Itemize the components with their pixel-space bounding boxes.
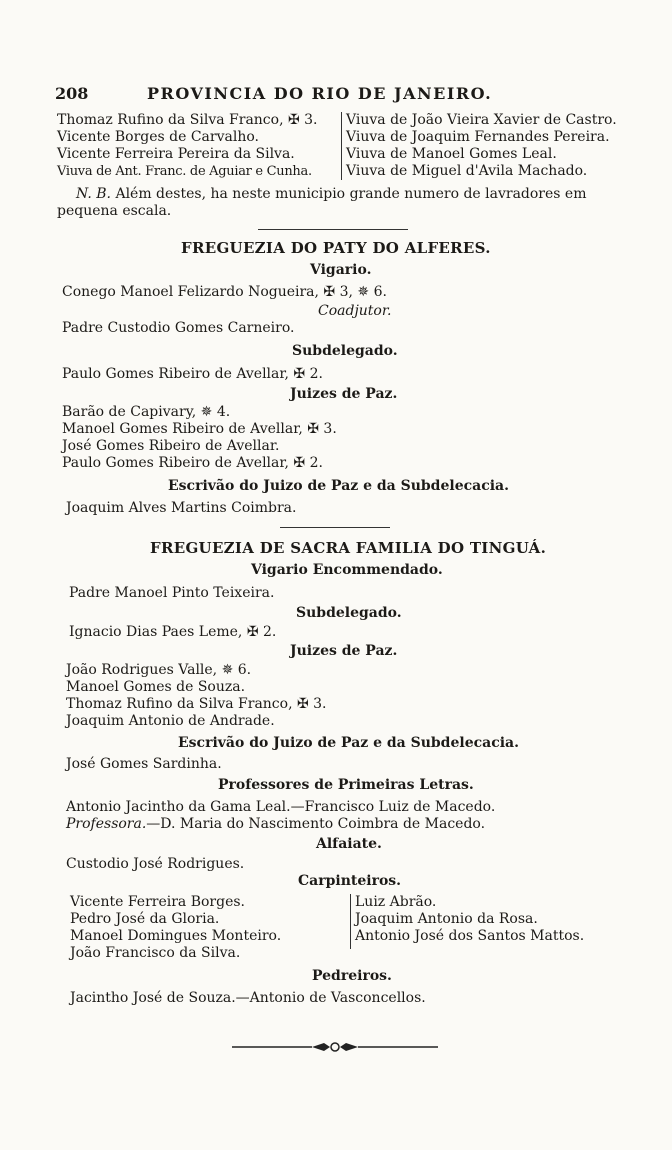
carpinteiro-entry: João Francisco da Silva. — [70, 945, 241, 961]
professores-entry: Antonio Jacintho da Gama Leal.—Francisco Luiz de Macedo. — [66, 799, 496, 815]
section-heading-juizes: Juizes de Paz. — [290, 643, 398, 659]
escrivao-entry: Joaquim Alves Martins Coimbra. — [66, 500, 297, 516]
top-right-entry: Viuva de Joaquim Fernandes Pereira. — [346, 129, 610, 145]
subdelegado-entry: Paulo Gomes Ribeiro de Avellar, ✠ 2. — [62, 366, 323, 382]
juiz-entry: Paulo Gomes Ribeiro de Avellar, ✠ 2. — [62, 455, 323, 471]
section-heading-subdelegado: Subdelegado. — [296, 605, 402, 621]
parish-title: FREGUEZIA DO PATY DO ALFERES. — [181, 239, 491, 257]
nb-text: Além destes, ha neste municipio grande numero de lavradores em — [115, 186, 587, 202]
nb-note-line1 — [76, 186, 586, 203]
juiz-entry: Manoel Gomes de Souza. — [66, 679, 246, 695]
carpinteiro-entry: Luiz Abrão. — [355, 894, 437, 910]
section-heading-carpinteiros: Carpinteiros. — [298, 873, 402, 889]
juiz-entry: Joaquim Antonio de Andrade. — [66, 713, 275, 729]
top-left-entry: Viuva de Ant. Franc. de Aguiar e Cunha. — [57, 164, 312, 179]
section-heading-escrivao: Escrivão do Juizo de Paz e da Subdelecacia. — [178, 735, 519, 751]
section-heading-subdelegado: Subdelegado. — [292, 343, 398, 359]
section-heading-vigario: Vigario. — [310, 262, 372, 278]
section-divider — [258, 229, 408, 230]
page-number: 208 — [55, 84, 89, 103]
vigario-entry: Conego Manoel Felizardo Nogueira, ✠ 3, ✵ 6. — [62, 284, 387, 300]
tailpiece-ornament-icon — [232, 1040, 438, 1054]
section-divider — [280, 527, 390, 528]
section-heading-coadjutor: Coadjutor. — [318, 303, 392, 319]
section-heading-escrivao: Escrivão do Juizo de Paz e da Subdelecacia. — [168, 478, 509, 494]
running-title: PROVINCIA DO RIO DE JANEIRO. — [147, 84, 493, 103]
nb-label: N. B. — [76, 186, 111, 202]
page-header — [55, 84, 614, 106]
carpinteiro-entry: Vicente Ferreira Borges. — [70, 894, 246, 910]
pedreiros-entry: Jacintho José de Souza.—Antonio de Vasconcellos. — [70, 990, 426, 1006]
juiz-entry: João Rodrigues Valle, ✵ 6. — [66, 662, 252, 678]
top-right-entry: Viuva de João Vieira Xavier de Castro. — [346, 112, 617, 128]
juiz-entry: Barão de Capivary, ✵ 4. — [62, 404, 231, 420]
alfaiate-entry: Custodio José Rodrigues. — [66, 856, 245, 872]
carpinteiro-entry: Antonio José dos Santos Mattos. — [355, 928, 585, 944]
juiz-entry: Manoel Gomes Ribeiro de Avellar, ✠ 3. — [62, 421, 337, 437]
professora-name: —D. Maria do Nascimento Coimbra de Macedo. — [146, 816, 486, 832]
section-heading-juizes: Juizes de Paz. — [290, 386, 398, 402]
vigario-entry: Padre Manoel Pinto Teixeira. — [69, 585, 275, 601]
top-left-entry: Thomaz Rufino da Silva Franco, ✠ 3. — [57, 112, 318, 128]
parish-title: FREGUEZIA DE SACRA FAMILIA DO TINGUÁ. — [150, 539, 547, 557]
escrivao-entry: José Gomes Sardinha. — [66, 756, 222, 772]
top-right-entry: Viuva de Manoel Gomes Leal. — [346, 146, 557, 162]
juiz-entry: Thomaz Rufino da Silva Franco, ✠ 3. — [66, 696, 327, 712]
section-heading-alfaiate: Alfaiate. — [316, 836, 382, 852]
top-right-entry: Viuva de Miguel d'Avila Machado. — [346, 163, 588, 179]
carpinteiro-entry: Pedro José da Gloria. — [70, 911, 220, 927]
subdelegado-entry: Ignacio Dias Paes Leme, ✠ 2. — [69, 624, 277, 640]
section-heading-vigario: Vigario Encommendado. — [251, 562, 443, 578]
section-heading-pedreiros: Pedreiros. — [312, 968, 392, 984]
column-bracket — [350, 894, 351, 949]
coadjutor-entry: Padre Custodio Gomes Carneiro. — [62, 320, 295, 336]
section-heading-professores: Professores de Primeiras Letras. — [218, 777, 474, 793]
nb-note-line2: pequena escala. — [57, 203, 172, 219]
top-left-entry: Vicente Borges de Carvalho. — [57, 129, 259, 145]
professora-label: Professora. — [66, 816, 147, 832]
top-left-entry: Vicente Ferreira Pereira da Silva. — [57, 146, 295, 162]
carpinteiro-entry: Manoel Domingues Monteiro. — [70, 928, 282, 944]
professora-entry — [66, 816, 485, 833]
juiz-entry: José Gomes Ribeiro de Avellar. — [62, 438, 280, 454]
carpinteiro-entry: Joaquim Antonio da Rosa. — [355, 911, 538, 927]
top-right-column — [341, 112, 617, 180]
